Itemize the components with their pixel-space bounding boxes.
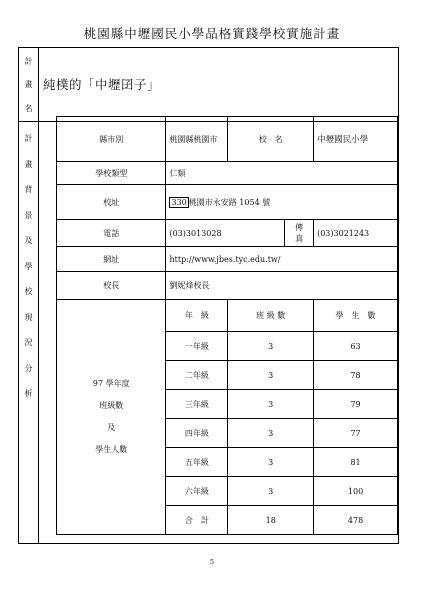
classes-cell: 3 — [228, 361, 314, 390]
label-char: 背 — [24, 185, 33, 194]
website-label: 網址 — [57, 247, 166, 272]
grade-cell: 五年級 — [166, 448, 228, 477]
county-label: 縣市別 — [57, 117, 166, 162]
grade-header: 年 級 — [166, 300, 228, 332]
plan-name-section — [19, 48, 398, 122]
table-row — [57, 117, 398, 162]
label-char: 計 — [24, 57, 33, 67]
classes-header: 班 級 數 — [228, 300, 314, 332]
enrollment-label-line: 班級數 — [99, 401, 124, 410]
principal-label: 校長 — [57, 272, 166, 300]
phone-label: 電話 — [57, 220, 166, 247]
label-char: 計 — [24, 134, 33, 143]
label-char: 及 — [24, 236, 33, 245]
students-cell: 63 — [314, 332, 398, 361]
label-char: 分 — [24, 363, 33, 373]
enrollment-label-line: 及 — [107, 423, 116, 432]
total-label: 合 計 — [166, 506, 228, 535]
analysis-label — [19, 122, 39, 543]
table-row — [57, 185, 398, 220]
fax-value: (03)3021243 — [314, 220, 398, 247]
table-row — [57, 247, 398, 272]
label-char: 析 — [24, 389, 33, 398]
classes-cell: 3 — [228, 390, 314, 419]
students-cell: 79 — [314, 390, 398, 419]
total-students: 478 — [314, 506, 398, 535]
address-label: 校址 — [57, 185, 166, 220]
school-info-table — [56, 116, 398, 535]
students-cell: 81 — [314, 448, 398, 477]
students-cell: 77 — [314, 419, 398, 448]
school-name-value: 中壢國民小學 — [314, 117, 398, 162]
label-char: 學 — [24, 261, 33, 271]
label-char: 畫 — [24, 159, 33, 169]
address-cell — [166, 185, 398, 220]
phone-value: (03)3013028 — [166, 220, 285, 247]
label-char: 況 — [24, 338, 33, 347]
classes-cell: 3 — [228, 448, 314, 477]
label-char: 現 — [24, 312, 33, 322]
table-row — [57, 272, 398, 300]
label-char: 校 — [24, 287, 33, 296]
grade-cell: 六年級 — [166, 477, 228, 506]
school-type-value: 仁類 — [166, 162, 398, 185]
enrollment-label — [57, 300, 166, 535]
label-char: 名 — [24, 103, 33, 113]
enrollment-label-line: 學生人數 — [95, 445, 128, 454]
students-header: 學 生 數 — [314, 300, 398, 332]
postal-code: 330 — [171, 197, 187, 207]
grade-cell: 四年級 — [166, 419, 228, 448]
table-row — [57, 162, 398, 185]
enrollment-header-row — [57, 300, 398, 332]
page-number: 5 — [209, 558, 215, 566]
students-cell: 78 — [314, 361, 398, 390]
address-value: 桃園市永安路 1054 號 — [188, 197, 271, 207]
label-char: 畫 — [24, 80, 33, 90]
total-classes: 18 — [228, 506, 314, 535]
grade-cell: 一年級 — [166, 332, 228, 361]
plan-name: 純樸的「中壢囝子」 — [43, 77, 161, 92]
grade-cell: 三年級 — [166, 390, 228, 419]
school-name-label: 校 名 — [228, 117, 314, 162]
label-char: 景 — [24, 210, 33, 220]
classes-cell: 3 — [228, 332, 314, 361]
fax-label: 傳 真 — [285, 220, 314, 247]
website-value: http://www.jbes.tyc.edu.tw/ — [166, 247, 398, 272]
document-title: 桃園縣中壢國民小學品格實踐學校實施計畫 — [83, 26, 341, 41]
plan-name-label — [19, 48, 39, 122]
principal-value: 劉妮烽校長 — [166, 272, 398, 300]
county-value: 桃園縣桃園市 — [166, 117, 228, 162]
enrollment-label-line: 97 學年度 — [92, 379, 130, 388]
table-row — [57, 220, 398, 247]
grade-cell: 二年級 — [166, 361, 228, 390]
school-type-label: 學校類型 — [57, 162, 166, 185]
plan-form — [18, 47, 399, 544]
students-cell: 100 — [314, 477, 398, 506]
classes-cell: 3 — [228, 419, 314, 448]
classes-cell: 3 — [228, 477, 314, 506]
